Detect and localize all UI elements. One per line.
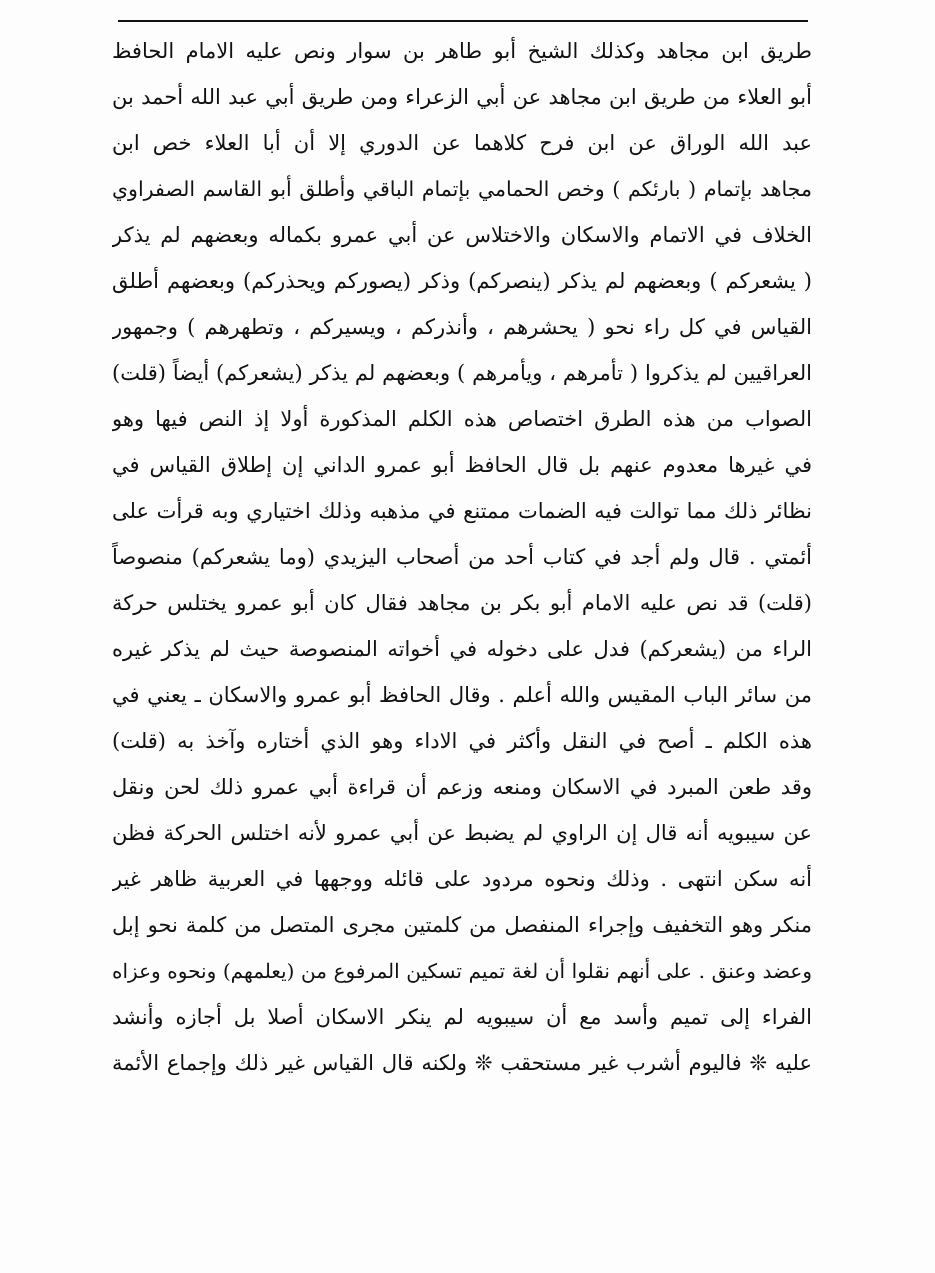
- text-line: الفراء إلى تميم وأسد مع أن سيبويه لم ينكر الاسكان أصلا بل أجازه وأنشد: [112, 1005, 812, 1029]
- text-line: أئمتي . قال ولم أجد في كتاب أحد من أصحاب اليزيدي (وما يشعركم) منصوصاً: [112, 545, 812, 569]
- text-line: نظائر ذلك مما توالت فيه الضمات ممتنع في مذهبه وذلك اختياري وبه قرأت على: [112, 499, 812, 523]
- text-line: وعضد وعنق . على أنهم نقلوا أن لغة تميم تسكين المرفوع من (يعلمهم) ونحوه وعزاه: [112, 959, 812, 983]
- text-line: الخلاف في الاتمام والاسكان والاختلاس عن أبي عمرو بكماله وبعضهم لم يذكر: [112, 223, 812, 247]
- text-line: الصواب من هذه الطرق اختصاص هذه الكلم المذكورة أولا إذ النص فيها وهو: [112, 407, 812, 431]
- cropped-header: [360, 0, 660, 6]
- text-line: أبو العلاء من طريق ابن مجاهد عن أبي الزعراء ومن طريق أبي عبد الله أحمد بن: [112, 85, 812, 109]
- text-line: القياس في كل راء نحو ( يحشرهم ، وأنذركم ، ويسيركم ، وتطهرهم ) وجمهور: [112, 315, 812, 339]
- text-line: عليه ❊ فاليوم أشرب غير مستحقب ❊ ولكنه قال القياس غير ذلك وإجماع الأئمة: [112, 1051, 812, 1075]
- text-line: عن سيبويه أنه قال إن الراوي لم يضبط عن أبي عمرو لأنه اختلس الحركة فظن: [112, 821, 812, 845]
- text-line: عبد الله الوراق عن ابن فرح كلاهما عن الدوري إلا أن أبا العلاء خص ابن: [112, 131, 812, 155]
- text-line: وقد طعن المبرد في الاسكان ومنعه وزعم أن قراءة أبي عمرو ذلك لحن ونقل: [112, 775, 812, 799]
- text-line: (قلت) قد نص عليه الامام أبو بكر بن مجاهد فقال كان أبو عمرو يختلس حركة: [112, 591, 812, 615]
- text-line: طريق ابن مجاهد وكذلك الشيخ أبو طاهر بن سوار ونص عليه الامام الحافظ: [112, 39, 812, 63]
- text-line: العراقيين لم يذكروا ( تأمرهم ، ويأمرهم ) وبعضهم لم يذكر (يشعركم) أيضاً (قلت): [112, 361, 812, 385]
- text-line: من سائر الباب المقيس والله أعلم . وقال الحافظ أبو عمرو والاسكان ـ يعني في: [112, 683, 812, 707]
- text-line: في غيرها معدوم عنهم بل قال الحافظ أبو عمرو الداني إن إطلاق القياس في: [112, 453, 812, 477]
- header-rule: [118, 20, 808, 22]
- text-line: ( يشعركم ) وبعضهم لم يذكر (ينصركم) وذكر (يصوركم ويحذركم) وبعضهم أطلق: [112, 269, 812, 293]
- text-line: أنه سكن انتهى . وذلك ونحوه مردود على قائله ووجهها في العربية ظاهر غير: [112, 867, 812, 891]
- text-line: الراء من (يشعركم) فدل على دخوله في أخواته المنصوصة حيث لم يذكر غيره: [112, 637, 812, 661]
- text-line: مجاهد بإتمام ( بارئكم ) وخص الحمامي بإتمام الباقي وأطلق أبو القاسم الصفراوي: [112, 177, 812, 201]
- body-text: [112, 28, 812, 1086]
- text-line: منكر وهو التخفيف وإجراء المنفصل من كلمتين مجرى المتصل من كلمة نحو إبل: [112, 913, 812, 937]
- text-line: هذه الكلم ـ أصح في النقل وأكثر في الاداء وهو الذي أختاره وآخذ به (قلت): [112, 729, 812, 753]
